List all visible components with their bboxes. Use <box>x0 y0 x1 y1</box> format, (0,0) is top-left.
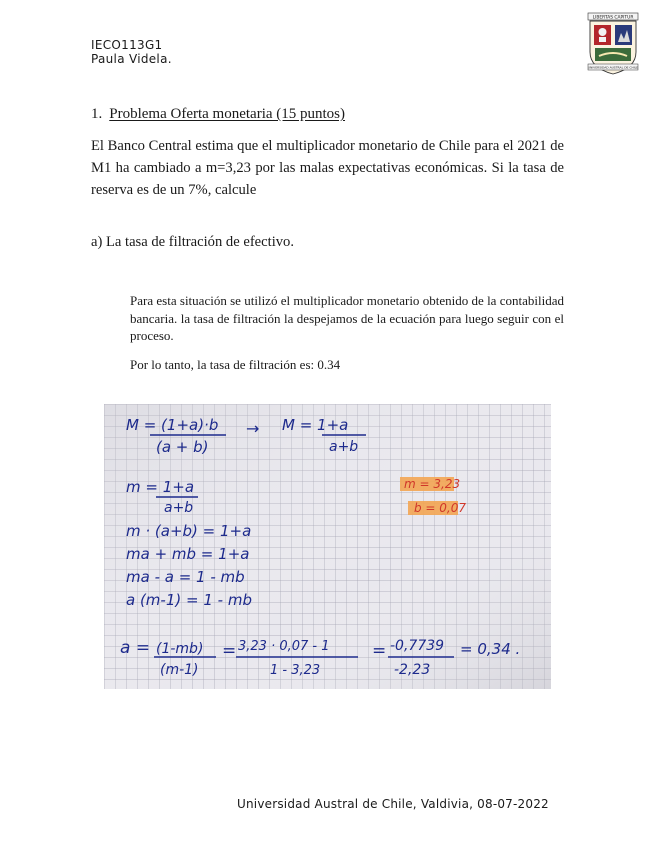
problem-title: Problema Oferta monetaria (15 puntos) <box>109 106 346 122</box>
hw-final-frac3-den: -2,23 <box>394 662 431 678</box>
hw-eq1: = <box>222 641 237 661</box>
handwritten-solution-photo <box>104 404 551 689</box>
hw-given-m: m = 3,23 <box>404 477 461 491</box>
problem-number: 1. <box>91 106 103 122</box>
hw-final-frac1-den: (m-1) <box>160 662 199 678</box>
page-footer: Universidad Austral de Chile, Valdivia, 08-07-2022 <box>237 797 549 811</box>
hw-final-frac2-den: 1 - 3,23 <box>270 663 321 678</box>
crest-motto-bottom: UNIVERSIDAD AUSTRAL DE CHILE <box>587 65 639 70</box>
hw-eq2: = <box>372 641 387 661</box>
hw-step1: m · (a+b) = 1+a <box>126 522 252 540</box>
hw-line1-right-num: M = 1+a <box>282 416 349 434</box>
hw-step2: ma + mb = 1+a <box>126 545 250 563</box>
hw-line2-num: m = 1+a <box>126 478 195 496</box>
hw-step4: a (m-1) = 1 - mb <box>126 591 252 609</box>
answer-explanation: Para esta situación se utilizó el multiplicador monetario obtenido de la contabilidad bancaria. la tasa de filtración la despejamos de la ecuación para luego seguir con el proceso. <box>130 293 564 343</box>
author-name: Paula Videla. <box>91 52 172 66</box>
hw-line1-left-num: M = (1+a)·b <box>126 416 219 434</box>
hw-given-b: b = 0,07 <box>414 501 467 515</box>
problem-statement: El Banco Central estima que el multiplicador monetario de Chile para el 2021 de M1 ha cambiado a m=3,23 por las malas expectativas económicas. Si la tasa de reserva es de un 7%, calcule <box>91 138 564 198</box>
course-code: IECO113G1 <box>91 38 163 52</box>
problem-heading <box>91 106 345 123</box>
hw-line1-left-den: (a + b) <box>156 438 209 456</box>
hw-line1-right-den: a+b <box>329 439 359 455</box>
university-crest-icon <box>584 12 642 76</box>
question-part-a: a) La tasa de filtración de efectivo. <box>91 234 294 250</box>
hw-line2-den: a+b <box>164 500 194 516</box>
hw-step3: ma - a = 1 - mb <box>126 568 245 586</box>
hw-arrow: → <box>246 419 260 438</box>
hw-final-a: a = <box>120 638 151 658</box>
hw-final-result: = 0,34 . <box>460 640 521 658</box>
answer-result: Por lo tanto, la tasa de filtración es: 0.34 <box>130 357 341 372</box>
hw-final-frac1-num: (1-mb) <box>156 641 204 657</box>
crest-motto-top: LIBERTAS CAPITUR <box>592 15 634 21</box>
hw-final-frac2-num: 3,23 · 0,07 - 1 <box>238 639 330 654</box>
hw-final-frac3-num: -0,7739 <box>390 638 445 654</box>
